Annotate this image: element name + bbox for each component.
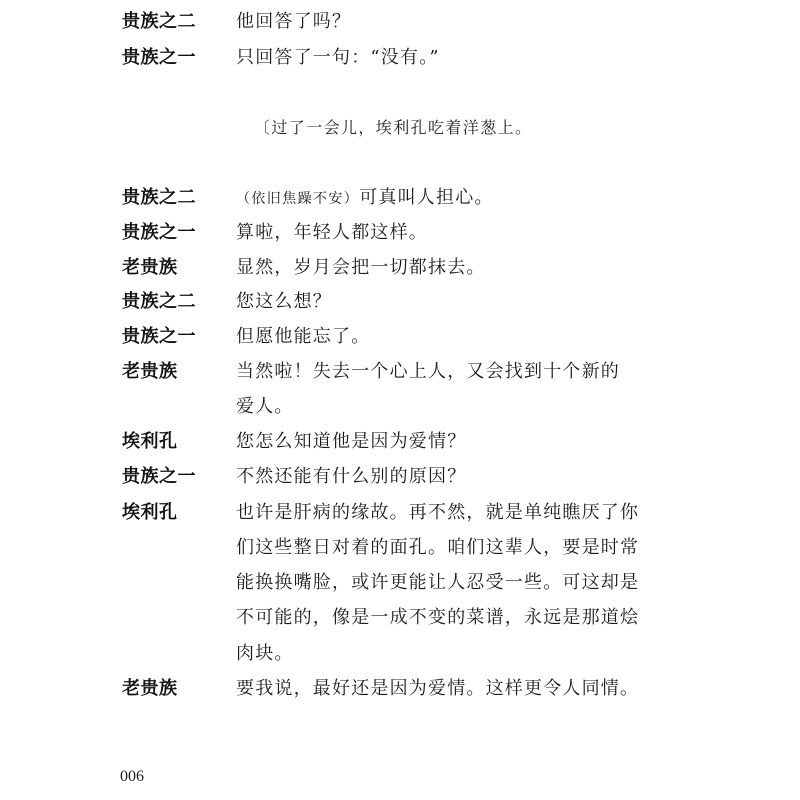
stage-direction: 〔过了一会儿，埃利孔吃着洋葱上。 [254,118,533,137]
parenthetical-direction: （依旧焦躁不安） [236,191,360,207]
speaker-name: 贵族之一 [122,326,196,347]
speaker-name: 贵族之二 [122,187,196,208]
dialogue-text: 您这么想？ [236,291,332,312]
dialogue-text: 爱人。 [236,396,294,417]
speaker-name: 老贵族 [122,361,178,382]
speaker-name: 埃利孔 [122,431,178,452]
speaker-name: 贵族之一 [122,222,196,243]
dialogue-text: 不可能的，像是一成不变的菜谱，永远是那道烩 [236,607,640,628]
speaker-name: 老贵族 [122,257,178,278]
speaker-name: 埃利孔 [122,502,178,523]
dialogue-text-body: 可真叫人担心。 [359,187,494,208]
dialogue-text: 能换换嘴脸，或许更能让人忍受一些。可这却是 [236,572,640,593]
dialogue-text: 们这些整日对着的面孔。咱们这辈人，要是时常 [236,537,640,558]
dialogue-text: 但愿他能忘了。 [236,326,371,347]
dialogue-text: 当然啦！失去一个心上人，又会找到十个新的 [236,361,620,382]
dialogue-text: 您怎么知道他是因为爱情？ [236,431,467,452]
dialogue-text: 要我说，最好还是因为爱情。这样更令人同情。 [236,678,640,699]
speaker-name: 贵族之二 [122,11,196,32]
dialogue-text: 他回答了吗？ [236,11,352,32]
dialogue-text: 显然，岁月会把一切都抹去。 [236,257,486,278]
speaker-name: 老贵族 [122,678,178,699]
dialogue-text: 算啦，年轻人都这样。 [236,222,428,243]
speaker-name: 贵族之一 [122,466,196,487]
page-number: 006 [120,768,144,785]
speaker-name: 贵族之二 [122,291,196,312]
dialogue-text: 不然还能有什么别的原因？ [236,466,467,487]
dialogue-text: 也许是肝病的缘故。再不然，就是单纯瞧厌了你 [236,502,640,523]
dialogue-text: 肉块。 [236,643,294,664]
dialogue-text [236,180,494,217]
speaker-name: 贵族之一 [122,47,196,68]
dialogue-text: 只回答了一句：“没有。” [236,47,440,68]
